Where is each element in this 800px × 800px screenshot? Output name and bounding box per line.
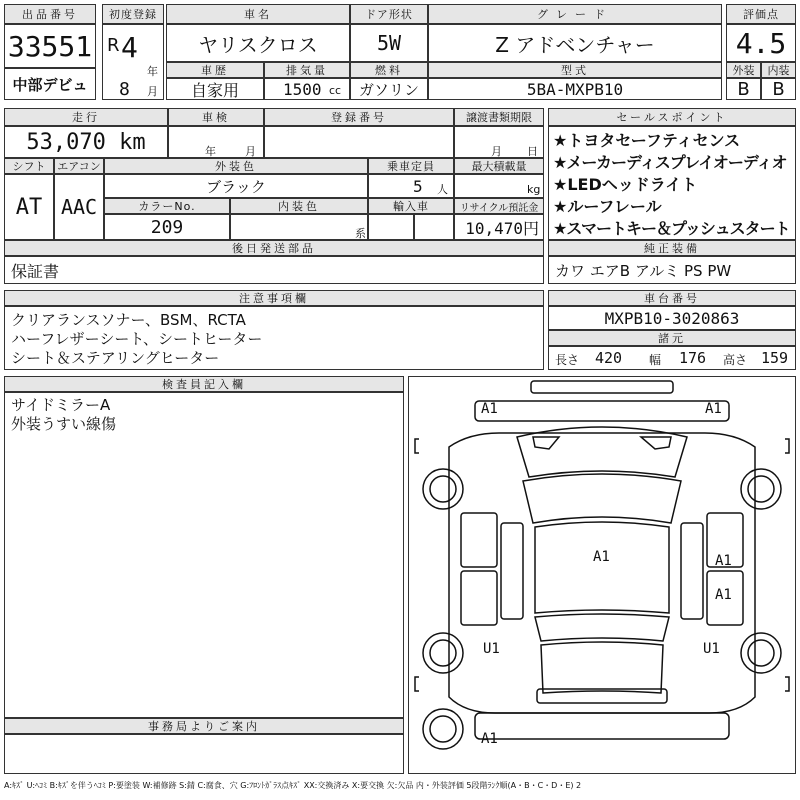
chassis-number-label: 車台番号 bbox=[548, 290, 796, 306]
length-label: 長さ bbox=[555, 353, 580, 367]
wheel-front-left bbox=[423, 469, 463, 509]
headlights bbox=[533, 437, 671, 449]
era: R bbox=[107, 35, 120, 56]
exterior-color: ブラック bbox=[104, 174, 368, 198]
bracket-marks bbox=[415, 439, 789, 691]
registration-year: 4 bbox=[121, 31, 138, 64]
capacity-label: 乗車定員 bbox=[368, 158, 454, 174]
capacity: 5 bbox=[413, 177, 423, 196]
first-registration-label: 初度登録 bbox=[102, 4, 164, 24]
car-diagram bbox=[409, 377, 795, 773]
exterior-color-label: 外装色 bbox=[104, 158, 368, 174]
notes-label: 注意事項欄 bbox=[4, 290, 544, 306]
person-unit: 人 bbox=[437, 183, 448, 196]
tailgate bbox=[541, 642, 663, 693]
sales-point: ★ルーフレール bbox=[553, 197, 662, 216]
shift-label: シフト bbox=[4, 158, 54, 174]
car-body-outline bbox=[449, 433, 755, 713]
model-label: 型式 bbox=[428, 62, 722, 78]
sales-points bbox=[548, 126, 796, 240]
grade-label: グレード bbox=[428, 4, 722, 24]
import-cell-2 bbox=[414, 214, 454, 240]
registration-month: 8 bbox=[119, 79, 130, 100]
capacity-box bbox=[368, 174, 454, 198]
genuine-equipment: カワ エアB アルミ PS PW bbox=[548, 256, 796, 284]
length: 420 bbox=[595, 349, 623, 367]
registration-number-label: 登録番号 bbox=[264, 108, 454, 126]
damage-rear-bumper: A1 bbox=[481, 731, 498, 747]
fuel-label: 燃料 bbox=[350, 62, 428, 78]
genuine-equipment-label: 純正装備 bbox=[548, 240, 796, 256]
displacement-box bbox=[264, 78, 350, 100]
roof bbox=[535, 522, 669, 613]
import-cell-1 bbox=[368, 214, 414, 240]
right-side-glass bbox=[681, 523, 703, 619]
wheel-front-left-inner bbox=[430, 476, 456, 502]
history-label: 車歴 bbox=[166, 62, 264, 78]
displacement-label: 排気量 bbox=[264, 62, 350, 78]
model-code: 5BA-MXPB10 bbox=[428, 78, 722, 100]
damage-front-left: A1 bbox=[481, 401, 498, 417]
month-unit: 月 bbox=[147, 85, 158, 98]
mileage: 53,070 km bbox=[4, 126, 168, 158]
office-notice-label: 事務局よりご案内 bbox=[4, 718, 404, 734]
notes-line: クリアランスソナー、BSM、RCTA bbox=[11, 311, 246, 329]
wheel-rear-right bbox=[741, 633, 781, 673]
height: 159 bbox=[761, 349, 789, 367]
aircon-label: エアコン bbox=[54, 158, 104, 174]
grade: Z アドベンチャー bbox=[428, 24, 722, 62]
spare-wheel bbox=[423, 709, 463, 749]
wheel-rear-right-inner bbox=[748, 640, 774, 666]
later-parts: 保証書 bbox=[4, 256, 544, 284]
import-label: 輸入車 bbox=[368, 198, 454, 214]
aircon: AAC bbox=[54, 174, 104, 240]
car-diagram-panel bbox=[408, 376, 796, 774]
color-number-label: カラーNo. bbox=[104, 198, 230, 214]
notes-line: ハーフレザーシート、シートヒーター bbox=[11, 330, 263, 348]
transfer-deadline-box bbox=[454, 126, 544, 158]
inspection-box bbox=[168, 126, 264, 158]
damage-right-rear: U1 bbox=[703, 641, 720, 657]
mileage-label: 走行 bbox=[4, 108, 168, 126]
rear-window bbox=[535, 614, 669, 641]
width-label: 幅 bbox=[649, 353, 662, 367]
inspector-line: サイドミラーA bbox=[11, 396, 111, 414]
damage-front-right: A1 bbox=[705, 401, 722, 417]
exterior-label: 外装 bbox=[726, 62, 761, 78]
width: 176 bbox=[679, 349, 707, 367]
notes bbox=[4, 306, 544, 370]
later-parts-label: 後日発送部品 bbox=[4, 240, 544, 256]
interior-color-label: 内装色 bbox=[230, 198, 368, 214]
left-rear-door bbox=[461, 571, 497, 625]
sales-points-label: セールスポイント bbox=[548, 108, 796, 126]
year-unit: 年 bbox=[147, 65, 158, 78]
door-type-label: ドア形状 bbox=[350, 4, 428, 24]
score-label: 評価点 bbox=[726, 4, 796, 24]
interior-label: 内装 bbox=[761, 62, 796, 78]
chassis-number: MXPB10-3020863 bbox=[548, 306, 796, 330]
inspection-year-unit: 年 bbox=[205, 145, 216, 158]
wheel-rear-left bbox=[423, 633, 463, 673]
history: 自家用 bbox=[166, 78, 264, 100]
interior-color-suffix: 系 bbox=[355, 227, 366, 240]
recycle-fee: 10,470円 bbox=[454, 214, 544, 240]
inspector-line: 外装うすい線傷 bbox=[11, 415, 117, 433]
spare-wheel-inner bbox=[430, 716, 456, 742]
notes-line: シート＆ステアリングヒーター bbox=[11, 349, 220, 367]
transfer-deadline-label: 譲渡書類期限 bbox=[454, 108, 544, 126]
wheel-front-right bbox=[741, 469, 781, 509]
height-label: 高さ bbox=[723, 353, 748, 367]
office-notice bbox=[4, 734, 404, 774]
front-bumper bbox=[475, 401, 729, 421]
windshield bbox=[523, 474, 681, 523]
hood-top bbox=[517, 427, 687, 477]
registration-number bbox=[264, 126, 454, 158]
inspection-label: 車検 bbox=[168, 108, 264, 126]
color-number: 209 bbox=[104, 214, 230, 240]
sales-point: ★メーカーディスプレイオーディオ bbox=[553, 153, 787, 172]
wheel-rear-left-inner bbox=[430, 640, 456, 666]
exterior-grade: B bbox=[726, 78, 761, 100]
transfer-month-unit: 月 bbox=[491, 145, 502, 158]
left-front-door bbox=[461, 513, 497, 567]
displacement: 1500 bbox=[283, 80, 322, 99]
front-bumper-top bbox=[531, 381, 673, 393]
max-load-box bbox=[454, 174, 544, 198]
fuel: ガソリン bbox=[350, 78, 428, 100]
specs-box bbox=[548, 346, 796, 370]
inspection-month-unit: 月 bbox=[245, 145, 256, 158]
cc-unit: cc bbox=[329, 84, 342, 97]
lot-number-label: 出品番号 bbox=[4, 4, 96, 24]
damage-roof: A1 bbox=[593, 549, 610, 565]
inspector-notes-label: 検査員記入欄 bbox=[4, 376, 404, 392]
sales-point: ★トヨタセーフティセンス bbox=[553, 131, 741, 150]
damage-left-rear: U1 bbox=[483, 641, 500, 657]
inspector-notes bbox=[4, 392, 404, 718]
max-load-label: 最大積載量 bbox=[454, 158, 544, 174]
damage-legend: A:ｷｽﾞ U:ﾍｺﾐ B:ｷｽﾞを伴うﾍｺﾐ P:要塗装 W:補修跡 S:錆 C:腐食、穴 G:ﾌﾛﾝﾄｶﾞﾗｽ点ｷｽﾞ XX:交換済み X:要交換 欠:欠品 内・外装評価 5段階ﾗﾝｸ順(A・B・C・D・E) 2 bbox=[4, 781, 582, 790]
overall-score: 4.5 bbox=[726, 24, 796, 62]
specs-label: 諸元 bbox=[548, 330, 796, 346]
shift: AT bbox=[4, 174, 54, 240]
damage-right-front-door: A1 bbox=[715, 553, 732, 569]
event-name: 中部デビュ bbox=[4, 68, 96, 100]
door-type: 5W bbox=[350, 24, 428, 62]
transfer-day-unit: 日 bbox=[527, 145, 538, 158]
interior-color-box bbox=[230, 214, 368, 240]
rear-bumper bbox=[475, 713, 729, 739]
damage-right-rear-door: A1 bbox=[715, 587, 732, 603]
kg-unit: kg bbox=[527, 183, 541, 196]
car-name: ヤリスクロス bbox=[166, 24, 350, 62]
recycle-fee-label: リサイクル預託金 bbox=[454, 198, 544, 214]
left-side-glass bbox=[501, 523, 523, 619]
sales-point: ★LEDヘッドライト bbox=[553, 175, 698, 194]
lot-number: 33551 bbox=[4, 24, 96, 68]
sales-point: ★スマートキー＆プッシュスタート bbox=[553, 219, 790, 238]
interior-grade: B bbox=[761, 78, 796, 100]
first-registration-box bbox=[102, 24, 164, 100]
wheel-front-right-inner bbox=[748, 476, 774, 502]
car-name-label: 車名 bbox=[166, 4, 350, 24]
